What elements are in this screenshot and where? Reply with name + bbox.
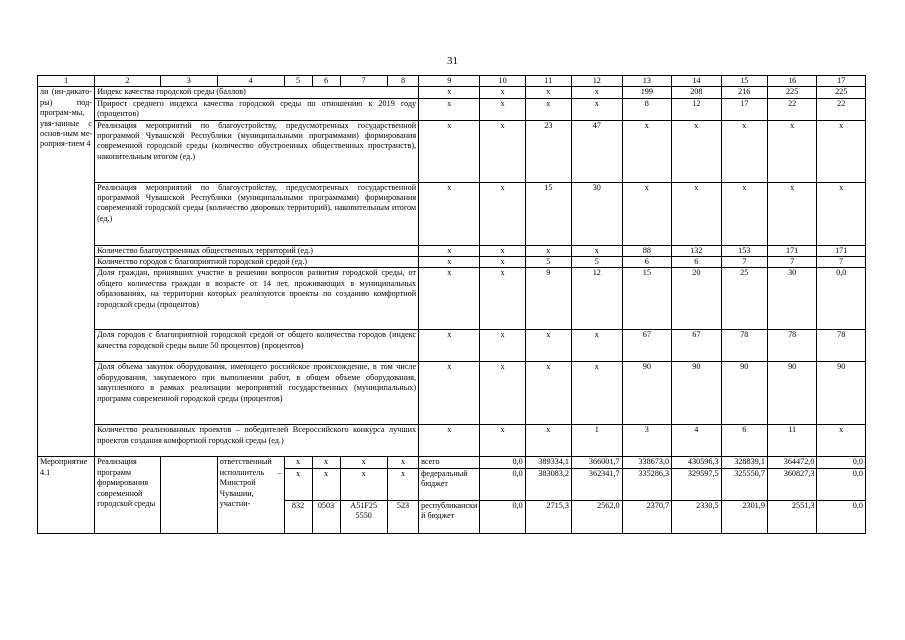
indicator-value: x — [419, 87, 480, 98]
indicator-value: 132 — [672, 245, 722, 256]
indicator-value: 208 — [672, 87, 722, 98]
indicator-value: x — [817, 120, 866, 182]
indicator-value: x — [419, 182, 480, 245]
page-number: 31 — [447, 55, 458, 67]
indicator-value: x — [721, 120, 767, 182]
indicator-value: 7 — [817, 257, 866, 268]
funding-source: федеральный бюджет — [419, 468, 480, 500]
indicator-value: x — [480, 330, 525, 362]
indicator-value: x — [419, 257, 480, 268]
funding-amount: 2715,3 — [525, 500, 571, 533]
indicator-value: x — [571, 87, 622, 98]
header-cell-1: 1 — [38, 76, 95, 87]
indicator-value: 7 — [767, 257, 817, 268]
indicator-row — [38, 98, 866, 120]
target-article-code: x — [340, 468, 387, 500]
indicator-value: x — [480, 362, 525, 425]
indicator-value: 6 — [622, 257, 672, 268]
indicator-row — [38, 245, 866, 256]
indicator-value: x — [419, 330, 480, 362]
indicator-value: x — [419, 98, 480, 120]
indicator-value: x — [419, 268, 480, 330]
indicator-value: 199 — [622, 87, 672, 98]
indicator-value: 8 — [622, 98, 672, 120]
indicator-value: x — [480, 120, 525, 182]
indicator-value: x — [480, 245, 525, 256]
funding-amount: 0,0 — [480, 468, 525, 500]
indicator-value: 12 — [571, 268, 622, 330]
indicator-value: x — [525, 362, 571, 425]
indicator-value: 78 — [721, 330, 767, 362]
funding-amount: 366001,7 — [571, 457, 622, 468]
indicator-value: x — [419, 425, 480, 457]
indicator-value: x — [419, 245, 480, 256]
indicator-value: 216 — [721, 87, 767, 98]
grbs-code: 832 — [284, 500, 312, 533]
indicator-value: 3 — [622, 425, 672, 457]
indicator-value: 7 — [721, 257, 767, 268]
responsible-executor: ответственный исполнитель – Минстрой Чувашии, участни- — [217, 457, 284, 533]
header-cell-15: 15 — [721, 76, 767, 87]
indicator-value: x — [817, 425, 866, 457]
indicator-value: 30 — [767, 268, 817, 330]
indicator-row — [38, 362, 866, 425]
indicator-value: x — [525, 245, 571, 256]
indicator-value: 90 — [767, 362, 817, 425]
header-cell-10: 10 — [480, 76, 525, 87]
indicator-value: x — [480, 425, 525, 457]
header-cell-7: 7 — [340, 76, 387, 87]
header-cell-4: 4 — [217, 76, 284, 87]
header-cell-12: 12 — [571, 76, 622, 87]
funding-amount: 325550,7 — [721, 468, 767, 500]
indicator-value: 225 — [817, 87, 866, 98]
indicator-group-label: ли (ин-дикато-ры) под-програм-мы, увя-занные с основ-ным ме-роприя-тием 4 — [38, 87, 95, 457]
indicator-value: x — [419, 120, 480, 182]
indicator-value: 90 — [622, 362, 672, 425]
indicator-value: 78 — [817, 330, 866, 362]
funding-amount: 389334,1 — [525, 457, 571, 468]
indicator-value: x — [571, 362, 622, 425]
indicator-value: x — [480, 257, 525, 268]
indicator-name: Индекс качества городской среды (баллов) — [95, 87, 419, 98]
funding-amount: 0,0 — [817, 468, 866, 500]
header-cell-8: 8 — [387, 76, 418, 87]
indicator-value: 153 — [721, 245, 767, 256]
funding-amount: 2562,0 — [571, 500, 622, 533]
funding-amount: 360827,3 — [767, 468, 817, 500]
indicator-value: 25 — [721, 268, 767, 330]
indicator-row — [38, 182, 866, 245]
indicator-value: 15 — [622, 268, 672, 330]
indicator-value: 5 — [525, 257, 571, 268]
indicator-value: x — [419, 362, 480, 425]
indicator-value: 9 — [525, 268, 571, 330]
indicator-value: 22 — [817, 98, 866, 120]
indicator-name: Реализация мероприятий по благоустройству, предусмотренных государственной программой Чувашской Республики (муниципальными программами) формирования современной городской среды (количество обустроенных общественных пространств), накопительным итогом (ед.) — [95, 120, 419, 182]
funding-amount: 430596,3 — [672, 457, 722, 468]
funding-amount: 364472,0 — [767, 457, 817, 468]
funding-amount: 0,0 — [480, 500, 525, 533]
indicator-value: 15 — [525, 182, 571, 245]
indicator-value: 6 — [672, 257, 722, 268]
indicator-value: 22 — [767, 98, 817, 120]
indicator-value: 78 — [767, 330, 817, 362]
funding-source: всего — [419, 457, 480, 468]
expense-type-code: x — [387, 457, 418, 468]
indicator-value: 171 — [767, 245, 817, 256]
indicator-value: x — [622, 120, 672, 182]
indicator-row — [38, 120, 866, 182]
funding-amount: 2370,7 — [622, 500, 672, 533]
header-row — [38, 76, 866, 87]
indicator-value: 17 — [721, 98, 767, 120]
indicator-value: 88 — [622, 245, 672, 256]
indicator-value: x — [571, 98, 622, 120]
indicator-value: x — [672, 120, 722, 182]
indicator-name: Количество реализованных проектов – победителей Всероссийского конкурса лучших проектов создания комфортной городской среды (ед.) — [95, 425, 419, 457]
indicator-value: 11 — [767, 425, 817, 457]
indicator-value: 12 — [672, 98, 722, 120]
indicator-value: x — [767, 120, 817, 182]
target-article-code: x — [340, 457, 387, 468]
indicator-name: Реализация мероприятий по благоустройству, предусмотренных государственной программой Чувашской Республики (муниципальными программами) формирования современной городской среды (количество дворовых территорий), накопительным итогом (ед.) — [95, 182, 419, 245]
header-cell-9: 9 — [419, 76, 480, 87]
funding-amount: 328839,1 — [721, 457, 767, 468]
indicator-value: 225 — [767, 87, 817, 98]
indicator-value: 67 — [622, 330, 672, 362]
indicator-value: 23 — [525, 120, 571, 182]
empty-cell — [160, 457, 217, 533]
indicator-value: x — [571, 245, 622, 256]
indicator-row — [38, 330, 866, 362]
indicator-value: 1 — [571, 425, 622, 457]
event-name: Реализация программ формирования современной городской среды — [95, 457, 161, 533]
header-cell-6: 6 — [312, 76, 340, 87]
funding-amount: 0,0 — [817, 500, 866, 533]
indicator-value: 4 — [672, 425, 722, 457]
program-table — [37, 75, 866, 534]
funding-amount: 2551,3 — [767, 500, 817, 533]
indicator-value: x — [767, 182, 817, 245]
indicator-value: 171 — [817, 245, 866, 256]
header-cell-2: 2 — [95, 76, 161, 87]
section-code: 0503 — [312, 500, 340, 533]
header-cell-13: 13 — [622, 76, 672, 87]
indicator-value: x — [525, 87, 571, 98]
indicator-value: x — [721, 182, 767, 245]
indicator-name: Количество благоустроенных общественных территорий (ед.) — [95, 245, 419, 256]
indicator-value: x — [571, 330, 622, 362]
section-code: x — [312, 457, 340, 468]
indicator-value: 5 — [571, 257, 622, 268]
indicator-value: 67 — [672, 330, 722, 362]
indicator-value: 0,0 — [817, 268, 866, 330]
section-code: x — [312, 468, 340, 500]
indicator-row — [38, 268, 866, 330]
target-article-code: A51F25 5550 — [340, 500, 387, 533]
header-cell-16: 16 — [767, 76, 817, 87]
funding-amount: 335286,3 — [622, 468, 672, 500]
indicator-value: x — [525, 425, 571, 457]
indicator-value: x — [480, 98, 525, 120]
header-cell-5: 5 — [284, 76, 312, 87]
indicator-value: x — [480, 268, 525, 330]
indicator-name: Доля городов с благоприятной городской средой от общего количества городов (индекс качества городской среды выше 50 процентов) (процентов) — [95, 330, 419, 362]
header-cell-3: 3 — [160, 76, 217, 87]
indicator-value: 20 — [672, 268, 722, 330]
grbs-code: x — [284, 457, 312, 468]
funding-source: республиканский бюджет — [419, 500, 480, 533]
indicator-name: Доля граждан, принявших участие в решении вопросов развития городской среды, от общего количества граждан в возрасте от 14 лет, проживающих в муниципальных образованиях, на территории которых реализуются проекты по созданию комфортной городской среды (процентов) — [95, 268, 419, 330]
indicator-value: 90 — [672, 362, 722, 425]
funding-amount: 338673,0 — [622, 457, 672, 468]
funding-amount: 383083,2 — [525, 468, 571, 500]
expense-type-code: 523 — [387, 500, 418, 533]
funding-amount: 0,0 — [480, 457, 525, 468]
indicator-value: x — [480, 182, 525, 245]
expense-type-code: x — [387, 468, 418, 500]
funding-amount: 362341,7 — [571, 468, 622, 500]
header-cell-17: 17 — [817, 76, 866, 87]
indicator-row — [38, 257, 866, 268]
header-cell-14: 14 — [672, 76, 722, 87]
indicator-value: 90 — [817, 362, 866, 425]
indicator-value: x — [622, 182, 672, 245]
indicator-value: 47 — [571, 120, 622, 182]
indicator-row — [38, 425, 866, 457]
indicator-value: x — [817, 182, 866, 245]
funding-amount: 2301,9 — [721, 500, 767, 533]
indicator-value: x — [672, 182, 722, 245]
indicator-value: x — [525, 330, 571, 362]
indicator-value: x — [525, 98, 571, 120]
funding-amount: 0,0 — [817, 457, 866, 468]
header-cell-11: 11 — [525, 76, 571, 87]
indicator-value: 90 — [721, 362, 767, 425]
indicator-value: x — [480, 87, 525, 98]
funding-amount: 329597,5 — [672, 468, 722, 500]
indicator-name: Доля объема закупок оборудования, имеющего российское происхождение, в том числе оборудования, закупаемого при выполнении работ, в общем объеме оборудования, закупленного в рамках реализации мероприятий государственных (муниципальных) программ современной городской среды (процентов) — [95, 362, 419, 425]
grbs-code: x — [284, 468, 312, 500]
indicator-name: Прирост среднего индекса качества городской среды по отношению к 2019 году (процентов) — [95, 98, 419, 120]
indicator-value: 6 — [721, 425, 767, 457]
indicator-row — [38, 87, 866, 98]
indicator-value: 30 — [571, 182, 622, 245]
funding-row — [38, 457, 866, 468]
funding-amount: 2330,5 — [672, 500, 722, 533]
indicator-name: Количество городов с благоприятной городской средой (ед.) — [95, 257, 419, 268]
event-number: Мероприятие 4.1 — [38, 457, 95, 533]
